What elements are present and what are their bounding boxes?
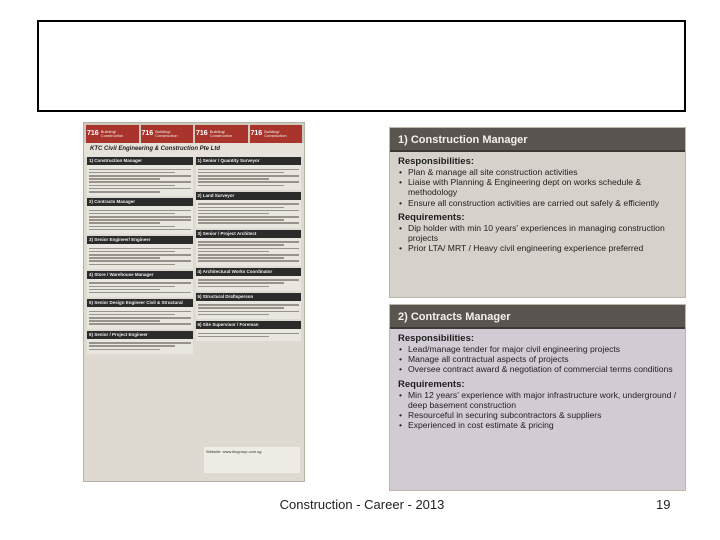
job-heading: 3) Senior / Project Architect (196, 230, 302, 238)
construction-manager-clipping (389, 127, 686, 298)
job-heading: 4) Store / Warehouse Manager (87, 271, 193, 279)
responsibilities-heading: Responsibilities: (398, 156, 475, 167)
list-item: • Manage all contractual aspects of projects (398, 354, 677, 364)
job-heading: 6) Senior / Project Engineer (87, 331, 193, 339)
job-heading: 1) Construction Manager (87, 157, 193, 165)
category-tabs (84, 123, 304, 143)
job-title-bar: 1) Construction Manager (390, 128, 685, 152)
job-heading: 2) Contracts Manager (87, 198, 193, 206)
requirements-list (390, 390, 685, 431)
clipping-footer: Website: www.ktcgroup.com.sg (204, 447, 300, 473)
requirements-heading: Requirements: (398, 378, 465, 390)
list-item: • Plan & manage all site construction activities (398, 167, 677, 177)
responsibilities-heading: Responsibilities: (398, 333, 475, 344)
requirements-heading: Requirements: (398, 211, 465, 223)
category-tab: 716 Building/ Construction (195, 125, 248, 143)
job-heading: 4) Architectural Works Coordinator (196, 268, 302, 276)
left-job-column (87, 157, 193, 354)
job-heading: 5) Senior Design Engineer Civil & Structural (87, 299, 193, 307)
category-tab: 716 Building/ Construction (250, 125, 303, 143)
list-item: • Prior LTA/ MRT / Heavy civil engineering experience preferred (398, 243, 677, 253)
list-item: • Resourceful in securing subcontractors & suppliers (398, 410, 677, 420)
job-heading: 5) Structural Draftsperson (196, 293, 302, 301)
list-item: • Liaise with Planning & Engineering dept on works schedule & methodology (398, 177, 677, 197)
requirements-list (390, 223, 685, 254)
list-item: • Experienced in cost estimate & pricing (398, 420, 677, 430)
job-title-bar: 2) Contracts Manager (390, 305, 685, 329)
job-heading: 6) Site Supervisor / Foreman (196, 321, 302, 329)
category-tab: 716 Building/ Construction (141, 125, 194, 143)
slide-footer: Construction - Career - 2013 (279, 497, 445, 512)
list-item: • Ensure all construction activities are carried out safely & efficiently (398, 198, 677, 208)
category-tab: 716 Building/ Construction (86, 125, 139, 143)
list-item: • Dip holder with min 10 years' experiences in managing construction projects (398, 223, 677, 243)
right-job-column (196, 157, 302, 354)
responsibilities-list (390, 344, 685, 375)
contracts-manager-clipping (389, 304, 686, 491)
newspaper-clipping-ktc (83, 122, 305, 482)
slide-page-number: 19 (656, 497, 671, 512)
list-item: • Min 12 years' experience with major infrastructure work, underground / deep basement construction (398, 390, 677, 410)
job-heading: 1) Senior / Quantity Surveyor (196, 157, 302, 165)
list-item: • Oversee contract award & negotiation of commercial terms conditions (398, 364, 677, 374)
slide-title-placeholder (37, 20, 686, 112)
list-item: • Lead/manage tender for major civil engineering projects (398, 344, 677, 354)
job-heading: 2) Land Surveyor (196, 192, 302, 200)
job-heading: 3) Senior Engineer/ Engineer (87, 236, 193, 244)
company-header: KTC Civil Engineering & Construction Pte Ltd (84, 143, 304, 157)
responsibilities-list (390, 167, 685, 208)
